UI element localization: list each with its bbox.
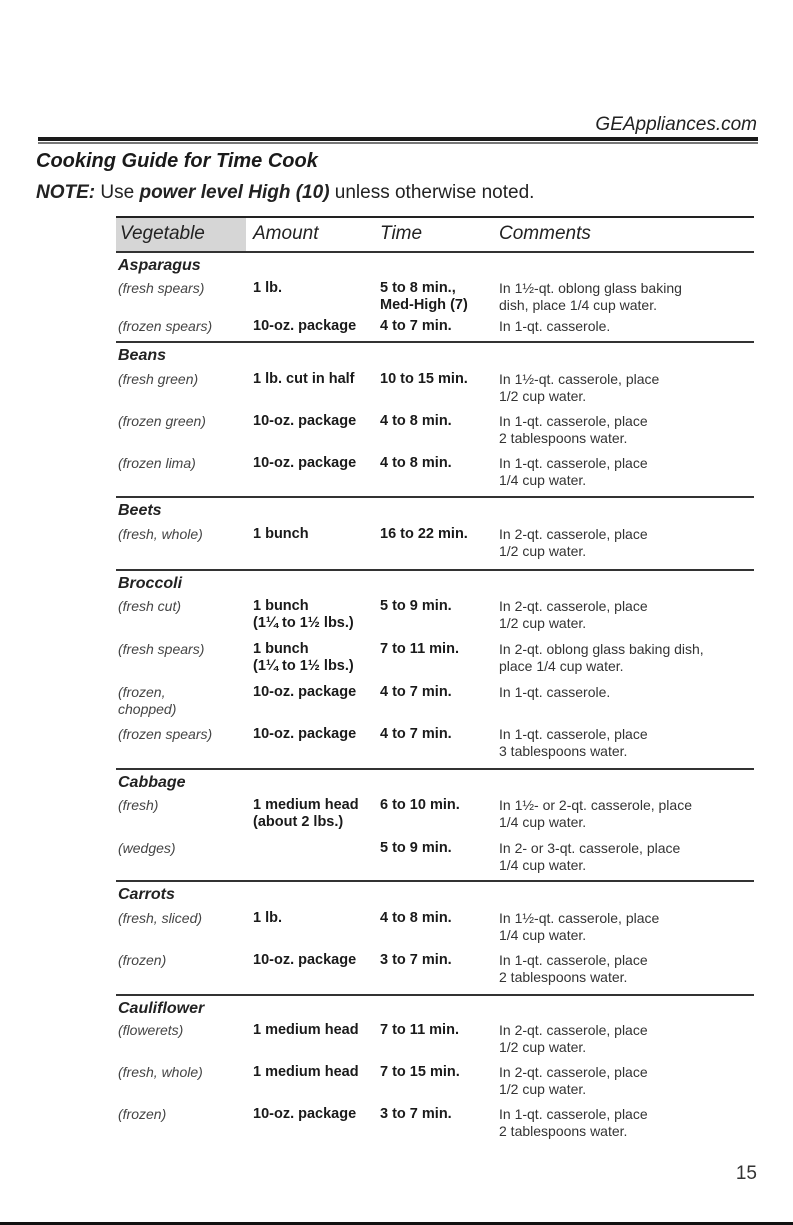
row-variety: (frozen green) xyxy=(118,413,206,429)
comment-line: 2 tablespoons water. xyxy=(499,969,628,985)
row-time: 7 to 11 min. xyxy=(380,641,459,657)
row-comments xyxy=(499,726,754,760)
row-variety: (frozen, chopped) xyxy=(118,684,177,717)
comment-line: In 2-qt. oblong glass baking dish, xyxy=(499,641,704,657)
note-post: unless otherwise noted. xyxy=(329,182,535,203)
row-time: 3 to 7 min. xyxy=(380,1106,452,1122)
row-amount: 1 lb. xyxy=(253,910,283,926)
comment-line: dish, place 1/4 cup water. xyxy=(499,297,657,313)
page-heading: Cooking Guide for Time Cook xyxy=(36,150,318,172)
row-variety: (fresh, whole) xyxy=(118,526,203,542)
comment-line: 1/2 cup water. xyxy=(499,615,587,631)
vegetable-name: Carrots xyxy=(118,886,175,903)
row-comments xyxy=(499,797,754,831)
row-comments xyxy=(499,318,754,335)
comment-line: In 1½-qt. oblong glass baking xyxy=(499,280,682,296)
row-variety: (fresh spears) xyxy=(118,641,205,657)
row-amount: 10-oz. package xyxy=(253,413,357,429)
comment-line: 1/2 cup water. xyxy=(499,543,587,559)
comment-line: 2 tablespoons water. xyxy=(499,430,628,446)
row-comments xyxy=(499,1106,754,1140)
row-comments xyxy=(499,910,754,944)
vegetable-name: Cabbage xyxy=(118,774,186,791)
note xyxy=(36,182,534,204)
page-number: 15 xyxy=(735,1163,757,1184)
comment-line: 1/4 cup water. xyxy=(499,814,587,830)
comment-line: 1/4 cup water. xyxy=(499,472,587,488)
comment-line: In 1-qt. casserole, place xyxy=(499,726,648,742)
row-variety: (frozen) xyxy=(118,1106,167,1122)
comment-line: In 1-qt. casserole, place xyxy=(499,1106,648,1122)
row-amount: 1 bunch xyxy=(253,526,309,542)
row-variety: (fresh, whole) xyxy=(118,1064,203,1080)
comment-line: In 1-qt. casserole. xyxy=(499,684,611,700)
site-url: GEAppliances.com xyxy=(595,114,757,135)
comment-line: 1/2 cup water. xyxy=(499,1081,587,1097)
group-rule xyxy=(116,569,754,571)
comment-line: In 2-qt. casserole, place xyxy=(499,526,648,542)
group-rule xyxy=(116,341,754,343)
row-time: 6 to 10 min. xyxy=(380,797,460,813)
group-rule xyxy=(116,880,754,882)
row-variety: (fresh spears) xyxy=(118,280,205,296)
row-amount: 1 lb. xyxy=(253,280,283,296)
row-comments xyxy=(499,641,754,675)
row-time: 4 to 8 min. xyxy=(380,413,452,429)
comment-line: In 1-qt. casserole, place xyxy=(499,952,648,968)
row-time: 5 to 8 min., Med-High (7) xyxy=(380,280,468,313)
note-power-level: power level High (10) xyxy=(139,182,330,203)
row-time: 7 to 15 min. xyxy=(380,1064,460,1080)
row-amount: 10-oz. package xyxy=(253,952,357,968)
row-comments xyxy=(499,413,754,447)
row-variety: (fresh) xyxy=(118,797,159,813)
row-time: 4 to 8 min. xyxy=(380,455,452,471)
row-variety: (frozen spears) xyxy=(118,318,213,334)
row-amount: 10-oz. package xyxy=(253,1106,357,1122)
comment-line: 1/2 cup water. xyxy=(499,1039,587,1055)
row-variety: (frozen spears) xyxy=(118,726,213,742)
row-comments xyxy=(499,684,754,701)
comment-line: In 1½-qt. casserole, place xyxy=(499,910,660,926)
header-comments: Comments xyxy=(499,223,591,244)
top-rule xyxy=(38,137,758,141)
row-time: 4 to 8 min. xyxy=(380,910,452,926)
header-amount: Amount xyxy=(253,223,319,244)
comment-line: In 1-qt. casserole, place xyxy=(499,413,648,429)
comment-line: In 1½- or 2-qt. casserole, place xyxy=(499,797,692,813)
comment-line: In 1½-qt. casserole, place xyxy=(499,371,660,387)
row-time: 10 to 15 min. xyxy=(380,371,468,387)
comment-line: In 2-qt. casserole, place xyxy=(499,1022,648,1038)
row-amount: 1 medium head (about 2 lbs.) xyxy=(253,797,359,830)
comment-line: 2 tablespoons water. xyxy=(499,1123,628,1139)
note-prefix: NOTE: xyxy=(36,182,96,203)
vegetable-name: Cauliflower xyxy=(118,1000,205,1017)
row-amount: 1 lb. cut in half xyxy=(253,371,355,387)
comment-line: In 2-qt. casserole, place xyxy=(499,598,648,614)
vegetable-name: Asparagus xyxy=(118,257,201,274)
row-amount: 1 bunch (1¼ to 1½ lbs.) xyxy=(253,598,354,631)
row-amount: 10-oz. package xyxy=(253,726,357,742)
row-comments xyxy=(499,280,754,314)
row-amount: 10-oz. package xyxy=(253,318,357,334)
row-variety: (frozen) xyxy=(118,952,167,968)
note-pre: Use xyxy=(95,182,140,203)
row-variety: (frozen lima) xyxy=(118,455,196,471)
header-time: Time xyxy=(380,223,423,244)
row-amount: 1 medium head xyxy=(253,1064,359,1080)
row-time: 3 to 7 min. xyxy=(380,952,452,968)
row-comments xyxy=(499,598,754,632)
row-amount: 10-oz. package xyxy=(253,455,357,471)
comment-line: 1/4 cup water. xyxy=(499,857,587,873)
row-variety: (fresh, sliced) xyxy=(118,910,203,926)
row-time: 5 to 9 min. xyxy=(380,598,452,614)
group-rule xyxy=(116,994,754,996)
row-time: 4 to 7 min. xyxy=(380,318,452,334)
vegetable-name: Beets xyxy=(118,502,162,519)
row-variety: (fresh cut) xyxy=(118,598,182,614)
row-comments xyxy=(499,455,754,489)
row-variety: (wedges) xyxy=(118,840,176,856)
row-comments xyxy=(499,1064,754,1098)
row-variety: (flowerets) xyxy=(118,1022,184,1038)
row-time: 16 to 22 min. xyxy=(380,526,468,542)
row-comments xyxy=(499,1022,754,1056)
group-rule xyxy=(116,768,754,770)
row-amount: 1 medium head xyxy=(253,1022,359,1038)
header-rule xyxy=(116,251,754,253)
comment-line: 3 tablespoons water. xyxy=(499,743,628,759)
vegetable-name: Beans xyxy=(118,347,167,364)
row-amount: 10-oz. package xyxy=(253,684,357,700)
comment-line: 1/4 cup water. xyxy=(499,927,587,943)
comment-line: In 1-qt. casserole, place xyxy=(499,455,648,471)
row-time: 4 to 7 min. xyxy=(380,726,452,742)
row-amount: 1 bunch (1¼ to 1½ lbs.) xyxy=(253,641,354,674)
comment-line: place 1/4 cup water. xyxy=(499,658,624,674)
row-comments xyxy=(499,526,754,560)
row-time: 7 to 11 min. xyxy=(380,1022,459,1038)
row-time: 4 to 7 min. xyxy=(380,684,452,700)
comment-line: In 2- or 3-qt. casserole, place xyxy=(499,840,681,856)
vegetable-name: Broccoli xyxy=(118,575,183,592)
row-comments xyxy=(499,952,754,986)
row-comments xyxy=(499,840,754,874)
comment-line: 1/2 cup water. xyxy=(499,388,587,404)
comment-line: In 2-qt. casserole, place xyxy=(499,1064,648,1080)
top-rule-thin xyxy=(38,142,758,144)
row-comments xyxy=(499,371,754,405)
header-vegetable: Vegetable xyxy=(120,223,205,244)
group-rule xyxy=(116,496,754,498)
comment-line: In 1-qt. casserole. xyxy=(499,318,611,334)
row-time: 5 to 9 min. xyxy=(380,840,452,856)
row-variety: (fresh green) xyxy=(118,371,199,387)
